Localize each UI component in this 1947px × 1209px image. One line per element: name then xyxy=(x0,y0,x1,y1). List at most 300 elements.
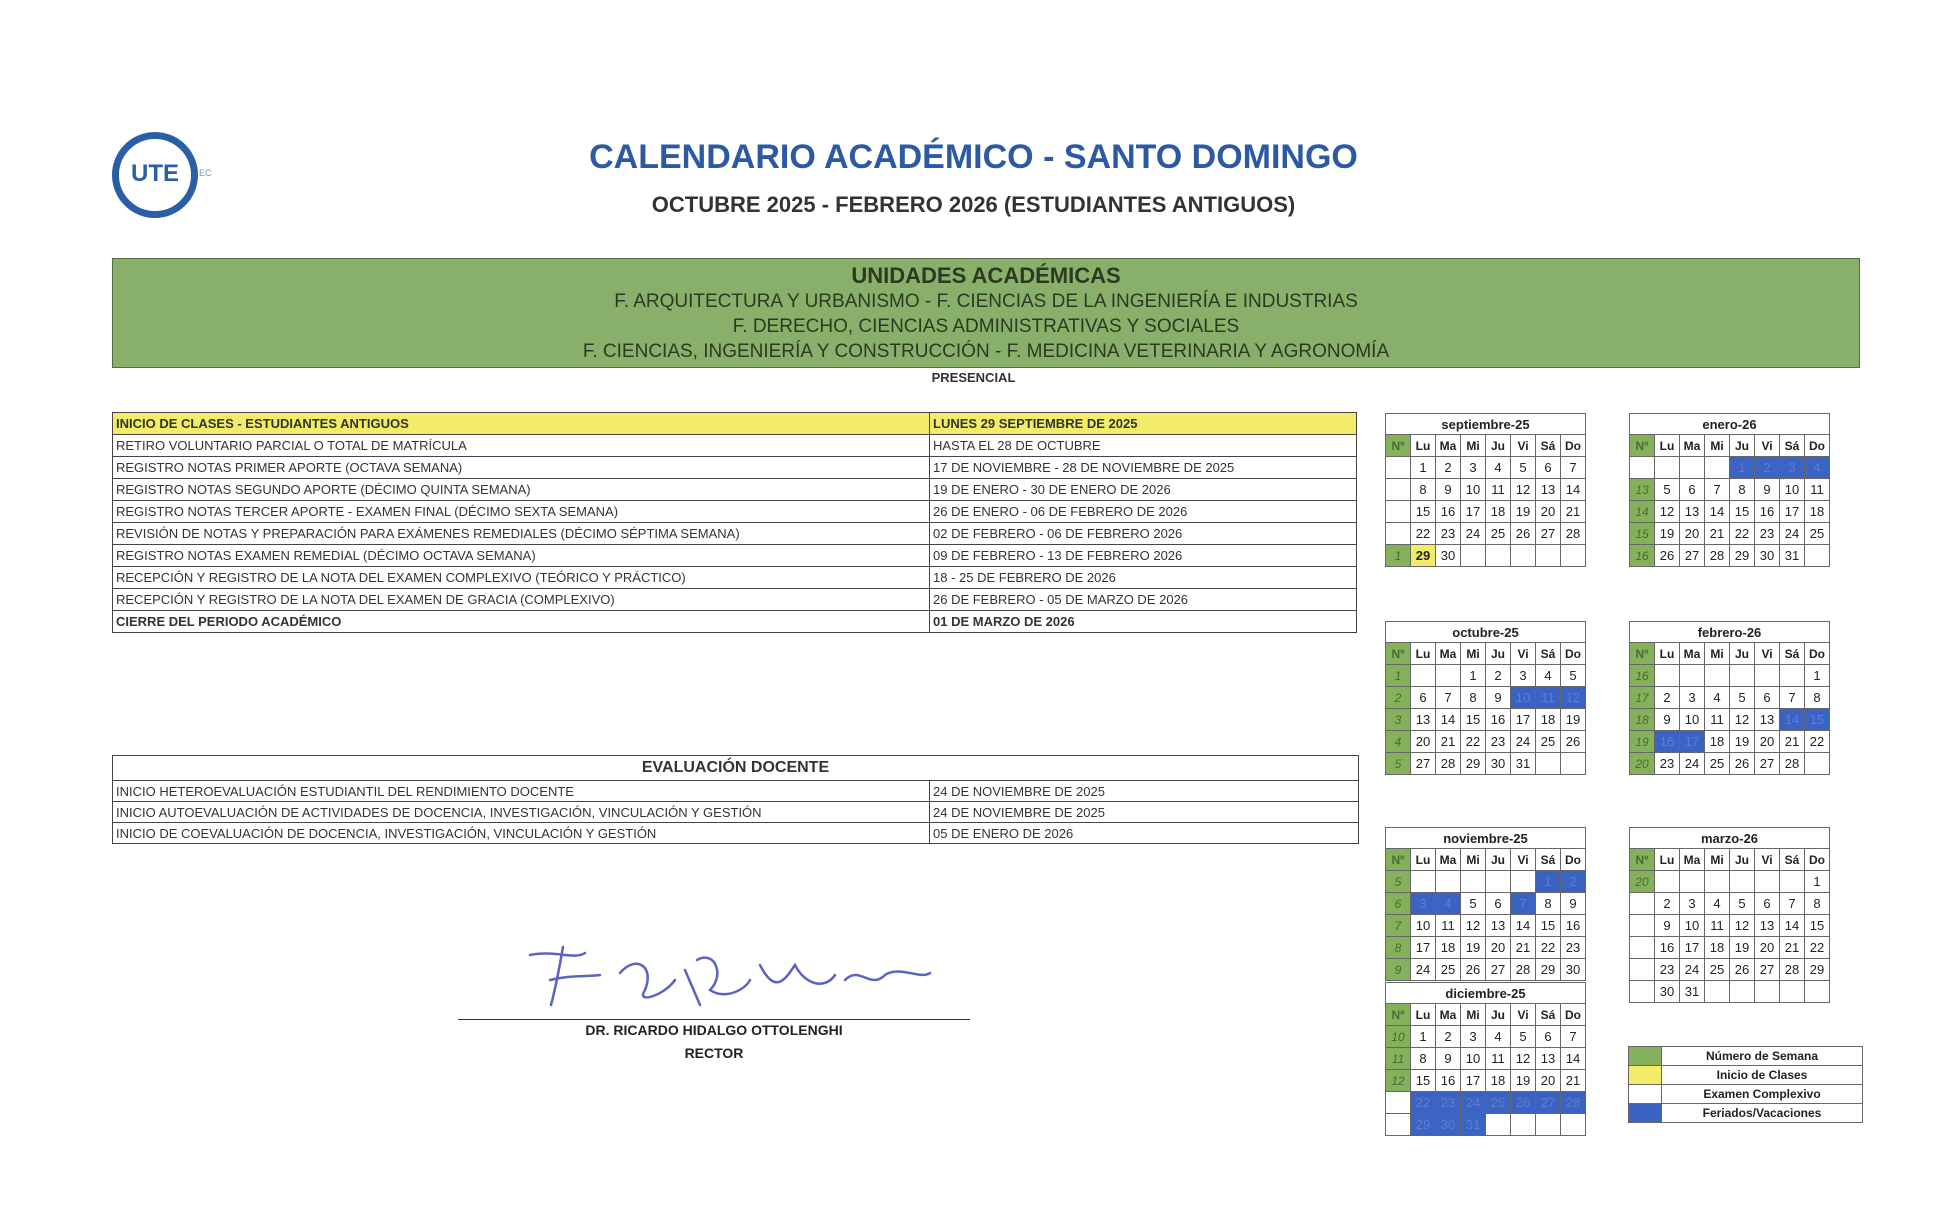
calendar-day: 31 xyxy=(1511,753,1536,775)
calendar-day xyxy=(1655,457,1680,479)
calendar-day: 6 xyxy=(1755,687,1780,709)
calendar-day: 26 xyxy=(1655,545,1680,567)
calendar-day: 15 xyxy=(1805,915,1830,937)
calendar-day: 11 xyxy=(1705,709,1730,731)
calendar-day: 2 xyxy=(1755,457,1780,479)
calendar-day: 11 xyxy=(1805,479,1830,501)
calendar-day: 21 xyxy=(1561,501,1586,523)
week-number: 9 xyxy=(1386,959,1411,981)
calendar-day: 11 xyxy=(1486,1048,1511,1070)
calendar-day: 24 xyxy=(1680,959,1705,981)
calendar-week-row xyxy=(1386,545,1586,567)
calendar-day: 9 xyxy=(1755,479,1780,501)
week-number: 20 xyxy=(1630,871,1655,893)
calendar-day: 13 xyxy=(1536,479,1561,501)
calendar-week-row xyxy=(1630,501,1830,523)
legend-item xyxy=(1629,1047,1863,1066)
calendar-day: 22 xyxy=(1411,523,1436,545)
weekday-header: Vi xyxy=(1511,1004,1536,1026)
calendar-day: 2 xyxy=(1655,687,1680,709)
banner-line: F. DERECHO, CIENCIAS ADMINISTRATIVAS Y SOCIALES xyxy=(732,316,1240,337)
calendar-day: 17 xyxy=(1461,1070,1486,1092)
weekday-header: Lu xyxy=(1411,435,1436,457)
logo-suffix: EC xyxy=(199,168,212,178)
calendar-marzo xyxy=(1629,827,1830,1003)
evaluation-date: 05 DE ENERO DE 2026 xyxy=(930,823,1359,844)
calendar-day: 19 xyxy=(1730,731,1755,753)
calendar-week-row xyxy=(1386,893,1586,915)
calendar-day: 16 xyxy=(1655,937,1680,959)
week-number xyxy=(1630,937,1655,959)
calendar-day: 6 xyxy=(1486,893,1511,915)
week-number xyxy=(1630,893,1655,915)
calendar-day xyxy=(1780,981,1805,1003)
weekday-header: Sá xyxy=(1536,643,1561,665)
calendar-day: 18 xyxy=(1486,1070,1511,1092)
calendar-day: 6 xyxy=(1536,1026,1561,1048)
activity-name: REGISTRO NOTAS SEGUNDO APORTE (DÉCIMO QUINTA SEMANA) xyxy=(113,479,930,501)
calendar-day: 26 xyxy=(1730,959,1755,981)
week-number: 15 xyxy=(1630,523,1655,545)
calendar-day xyxy=(1805,545,1830,567)
evaluation-activity: INICIO DE COEVALUACIÓN DE DOCENCIA, INVESTIGACIÓN, VINCULACIÓN Y GESTIÓN xyxy=(113,823,930,844)
evaluation-date: 24 DE NOVIEMBRE DE 2025 xyxy=(930,781,1359,802)
calendar-day: 25 xyxy=(1705,753,1730,775)
calendar-day: 21 xyxy=(1511,937,1536,959)
calendar-day: 4 xyxy=(1436,893,1461,915)
calendar-week-row xyxy=(1630,523,1830,545)
calendar-week-row xyxy=(1386,1026,1586,1048)
calendar-day: 25 xyxy=(1486,523,1511,545)
week-number: 2 xyxy=(1386,687,1411,709)
calendar-day: 8 xyxy=(1461,687,1486,709)
calendar-day: 5 xyxy=(1461,893,1486,915)
calendar-day: 18 xyxy=(1705,937,1730,959)
calendar-day: 17 xyxy=(1680,937,1705,959)
activity-name: REGISTRO NOTAS EXAMEN REMEDIAL (DÉCIMO OCTAVA SEMANA) xyxy=(113,545,930,567)
calendar-day xyxy=(1730,871,1755,893)
calendar-day xyxy=(1436,871,1461,893)
calendar-day: 2 xyxy=(1561,871,1586,893)
calendar-week-row xyxy=(1630,665,1830,687)
calendar-day: 22 xyxy=(1805,937,1830,959)
signatory-name: DR. RICARDO HIDALGO OTTOLENGHI xyxy=(585,1022,843,1038)
calendar-day: 15 xyxy=(1461,709,1486,731)
calendar-week-row xyxy=(1630,545,1830,567)
calendar-day: 10 xyxy=(1780,479,1805,501)
evaluation-heading: EVALUACIÓN DOCENTE xyxy=(113,756,1359,781)
weekday-header: Lu xyxy=(1655,643,1680,665)
calendar-week-row xyxy=(1386,1070,1586,1092)
legend-label: Feriados/Vacaciones xyxy=(1662,1104,1863,1123)
calendar-day: 20 xyxy=(1755,937,1780,959)
calendar-day xyxy=(1705,981,1730,1003)
calendar-day: 21 xyxy=(1705,523,1730,545)
calendar-day xyxy=(1655,665,1680,687)
calendar-day: 8 xyxy=(1411,1048,1436,1070)
modality-label: PRESENCIAL xyxy=(931,370,1016,385)
calendar-day: 22 xyxy=(1461,731,1486,753)
week-number xyxy=(1630,457,1655,479)
legend-label: Examen Complexivo xyxy=(1662,1085,1863,1104)
academic-units-banner xyxy=(112,258,1860,368)
weekday-header: Do xyxy=(1561,643,1586,665)
week-number: 16 xyxy=(1630,665,1655,687)
calendar-day: 30 xyxy=(1561,959,1586,981)
calendar-day: 27 xyxy=(1411,753,1436,775)
calendar-week-row xyxy=(1386,501,1586,523)
week-number: 11 xyxy=(1386,1048,1411,1070)
calendar-day: 5 xyxy=(1561,665,1586,687)
calendar-day: 5 xyxy=(1730,687,1755,709)
calendar-day: 10 xyxy=(1511,687,1536,709)
week-number: 14 xyxy=(1630,501,1655,523)
activity-name: REGISTRO NOTAS TERCER APORTE - EXAMEN FINAL (DÉCIMO SEXTA SEMANA) xyxy=(113,501,930,523)
calendar-day: 31 xyxy=(1680,981,1705,1003)
weekday-header: Ma xyxy=(1680,643,1705,665)
calendar-day xyxy=(1680,871,1705,893)
weekday-header: Ju xyxy=(1730,435,1755,457)
calendar-day: 21 xyxy=(1780,731,1805,753)
activity-row xyxy=(113,457,1357,479)
week-number: 8 xyxy=(1386,937,1411,959)
week-number: 12 xyxy=(1386,1070,1411,1092)
calendar-day: 12 xyxy=(1461,915,1486,937)
calendar-day: 13 xyxy=(1755,709,1780,731)
calendar-day: 8 xyxy=(1805,687,1830,709)
calendar-week-row xyxy=(1386,457,1586,479)
calendar-day: 21 xyxy=(1561,1070,1586,1092)
calendar-day: 28 xyxy=(1780,753,1805,775)
calendar-day: 24 xyxy=(1461,1092,1486,1114)
evaluation-row xyxy=(113,781,1359,802)
calendar-day: 10 xyxy=(1411,915,1436,937)
weekday-header: Ju xyxy=(1486,435,1511,457)
calendar-month-title: noviembre-25 xyxy=(1386,828,1586,849)
calendar-day xyxy=(1730,665,1755,687)
calendar-day: 26 xyxy=(1730,753,1755,775)
weekday-header: Nº xyxy=(1630,849,1655,871)
calendar-day: 18 xyxy=(1536,709,1561,731)
calendar-week-row xyxy=(1386,687,1586,709)
calendar-day: 22 xyxy=(1411,1092,1436,1114)
weekday-header: Do xyxy=(1561,435,1586,457)
weekday-header: Sá xyxy=(1780,643,1805,665)
week-number xyxy=(1386,523,1411,545)
calendar-day xyxy=(1486,1114,1511,1136)
calendar-day: 16 xyxy=(1655,731,1680,753)
calendar-day: 21 xyxy=(1780,937,1805,959)
calendar-day: 23 xyxy=(1655,959,1680,981)
calendar-day xyxy=(1805,753,1830,775)
calendar-day: 23 xyxy=(1655,753,1680,775)
calendar-day: 19 xyxy=(1655,523,1680,545)
weekday-header: Ma xyxy=(1680,849,1705,871)
weekday-header: Lu xyxy=(1411,643,1436,665)
calendar-day xyxy=(1411,871,1436,893)
calendar-day: 13 xyxy=(1536,1048,1561,1070)
calendar-septiembre xyxy=(1385,413,1586,567)
calendar-day: 6 xyxy=(1536,457,1561,479)
calendar-day: 25 xyxy=(1536,731,1561,753)
calendar-day: 7 xyxy=(1511,893,1536,915)
legend-label: Inicio de Clases xyxy=(1662,1066,1863,1085)
weekday-header: Ju xyxy=(1486,1004,1511,1026)
legend-swatch xyxy=(1629,1104,1662,1123)
weekday-header: Ma xyxy=(1436,1004,1461,1026)
calendar-day: 28 xyxy=(1705,545,1730,567)
calendar-day: 3 xyxy=(1461,457,1486,479)
calendar-day: 1 xyxy=(1411,1026,1436,1048)
week-number: 1 xyxy=(1386,545,1411,567)
calendar-day: 30 xyxy=(1755,545,1780,567)
weekday-header: Vi xyxy=(1511,643,1536,665)
calendar-day: 19 xyxy=(1561,709,1586,731)
calendar-day: 9 xyxy=(1655,915,1680,937)
activity-name: RECEPCIÓN Y REGISTRO DE LA NOTA DEL EXAMEN COMPLEXIVO (TEÓRICO Y PRÁCTICO) xyxy=(113,567,930,589)
calendar-diciembre xyxy=(1385,982,1586,1136)
calendar-day: 20 xyxy=(1755,731,1780,753)
week-number: 4 xyxy=(1386,731,1411,753)
calendar-day xyxy=(1561,1114,1586,1136)
calendar-day: 15 xyxy=(1805,709,1830,731)
teacher-evaluation-table xyxy=(112,755,1359,844)
weekday-header: Ma xyxy=(1436,435,1461,457)
calendar-week-row xyxy=(1630,871,1830,893)
calendar-day xyxy=(1730,981,1755,1003)
calendar-day xyxy=(1780,665,1805,687)
weekday-header: Nº xyxy=(1630,435,1655,457)
calendar-day: 13 xyxy=(1411,709,1436,731)
activity-row xyxy=(113,589,1357,611)
activity-name: REVISIÓN DE NOTAS Y PREPARACIÓN PARA EXÁMENES REMEDIALES (DÉCIMO SÉPTIMA SEMANA) xyxy=(113,523,930,545)
calendar-day: 7 xyxy=(1705,479,1730,501)
calendar-day xyxy=(1561,545,1586,567)
calendar-day: 7 xyxy=(1561,457,1586,479)
calendar-day: 9 xyxy=(1655,709,1680,731)
calendar-day: 29 xyxy=(1536,959,1561,981)
calendar-day: 23 xyxy=(1486,731,1511,753)
weekday-header: Nº xyxy=(1386,643,1411,665)
calendar-day: 16 xyxy=(1561,915,1586,937)
calendar-day: 30 xyxy=(1655,981,1680,1003)
calendar-day: 2 xyxy=(1486,665,1511,687)
week-number: 13 xyxy=(1630,479,1655,501)
week-number: 7 xyxy=(1386,915,1411,937)
week-number xyxy=(1386,1092,1411,1114)
calendar-day: 11 xyxy=(1705,915,1730,937)
calendar-day: 19 xyxy=(1461,937,1486,959)
calendar-day: 1 xyxy=(1461,665,1486,687)
calendar-day: 25 xyxy=(1436,959,1461,981)
calendar-day xyxy=(1461,545,1486,567)
calendar-day: 27 xyxy=(1680,545,1705,567)
activity-date: 26 DE ENERO - 06 DE FEBRERO DE 2026 xyxy=(930,501,1357,523)
calendar-day: 5 xyxy=(1730,893,1755,915)
calendar-day: 28 xyxy=(1561,523,1586,545)
calendar-week-row xyxy=(1386,731,1586,753)
calendar-day: 17 xyxy=(1511,709,1536,731)
calendar-week-row xyxy=(1386,665,1586,687)
calendar-day: 22 xyxy=(1730,523,1755,545)
calendar-day xyxy=(1511,1114,1536,1136)
weekday-header: Vi xyxy=(1755,435,1780,457)
calendar-week-row xyxy=(1630,915,1830,937)
calendar-week-row xyxy=(1386,1114,1586,1136)
calendar-day: 3 xyxy=(1411,893,1436,915)
calendar-day: 7 xyxy=(1780,687,1805,709)
calendar-day: 3 xyxy=(1780,457,1805,479)
calendar-day xyxy=(1705,665,1730,687)
weekday-header: Do xyxy=(1805,849,1830,871)
calendar-day: 28 xyxy=(1436,753,1461,775)
calendar-day xyxy=(1755,665,1780,687)
calendar-day: 8 xyxy=(1730,479,1755,501)
calendar-day: 3 xyxy=(1461,1026,1486,1048)
legend-swatch xyxy=(1629,1066,1662,1085)
calendar-day: 11 xyxy=(1436,915,1461,937)
calendar-day: 8 xyxy=(1536,893,1561,915)
weekday-header: Sá xyxy=(1780,849,1805,871)
calendar-day: 20 xyxy=(1680,523,1705,545)
calendar-day xyxy=(1511,545,1536,567)
calendar-day: 16 xyxy=(1436,501,1461,523)
calendar-day: 18 xyxy=(1486,501,1511,523)
activity-date: 09 DE FEBRERO - 13 DE FEBRERO 2026 xyxy=(930,545,1357,567)
calendar-day: 24 xyxy=(1461,523,1486,545)
calendar-day: 10 xyxy=(1461,1048,1486,1070)
calendar-day: 24 xyxy=(1780,523,1805,545)
weekday-header: Ju xyxy=(1486,643,1511,665)
activity-name: INICIO DE CLASES - ESTUDIANTES ANTIGUOS xyxy=(113,413,930,435)
calendar-day: 27 xyxy=(1536,523,1561,545)
weekday-header: Nº xyxy=(1386,435,1411,457)
calendar-day: 4 xyxy=(1805,457,1830,479)
calendar-day: 16 xyxy=(1755,501,1780,523)
calendar-day: 23 xyxy=(1755,523,1780,545)
legend-swatch xyxy=(1629,1047,1662,1066)
week-number: 17 xyxy=(1630,687,1655,709)
calendar-day xyxy=(1680,665,1705,687)
calendar-day: 14 xyxy=(1705,501,1730,523)
calendar-day: 5 xyxy=(1511,457,1536,479)
calendar-day: 12 xyxy=(1561,687,1586,709)
calendar-day: 19 xyxy=(1511,1070,1536,1092)
activities-table xyxy=(112,412,1357,633)
calendar-day: 14 xyxy=(1780,915,1805,937)
calendar-day: 30 xyxy=(1486,753,1511,775)
calendar-day: 11 xyxy=(1536,687,1561,709)
weekday-header: Do xyxy=(1561,849,1586,871)
calendar-week-row xyxy=(1630,937,1830,959)
calendar-day: 27 xyxy=(1755,753,1780,775)
calendar-day xyxy=(1705,457,1730,479)
calendar-day: 22 xyxy=(1805,731,1830,753)
calendar-day: 5 xyxy=(1655,479,1680,501)
calendar-day: 26 xyxy=(1511,523,1536,545)
calendar-day: 13 xyxy=(1680,501,1705,523)
calendar-day: 7 xyxy=(1780,893,1805,915)
calendar-month-title: octubre-25 xyxy=(1386,622,1586,643)
calendar-day: 30 xyxy=(1436,1114,1461,1136)
week-number: 5 xyxy=(1386,753,1411,775)
weekday-header: Mi xyxy=(1461,849,1486,871)
calendar-day: 29 xyxy=(1411,1114,1436,1136)
weekday-header: Ju xyxy=(1730,643,1755,665)
calendar-day: 29 xyxy=(1411,545,1436,567)
week-number: 19 xyxy=(1630,731,1655,753)
calendar-day: 14 xyxy=(1561,1048,1586,1070)
calendar-day xyxy=(1536,1114,1561,1136)
calendar-month-title: diciembre-25 xyxy=(1386,983,1586,1004)
activity-date: HASTA EL 28 DE OCTUBRE xyxy=(930,435,1357,457)
calendar-day xyxy=(1805,981,1830,1003)
calendar-day: 13 xyxy=(1486,915,1511,937)
calendar-week-row xyxy=(1630,731,1830,753)
calendar-day: 24 xyxy=(1511,731,1536,753)
weekday-header: Ma xyxy=(1436,849,1461,871)
calendar-day xyxy=(1436,665,1461,687)
calendar-enero xyxy=(1629,413,1830,567)
evaluation-date: 24 DE NOVIEMBRE DE 2025 xyxy=(930,802,1359,823)
weekday-header: Ju xyxy=(1486,849,1511,871)
calendar-day xyxy=(1486,871,1511,893)
calendar-day xyxy=(1411,665,1436,687)
calendar-week-row xyxy=(1386,871,1586,893)
calendar-day xyxy=(1511,871,1536,893)
calendar-day: 5 xyxy=(1511,1026,1536,1048)
calendar-week-row xyxy=(1386,753,1586,775)
calendar-week-row xyxy=(1630,981,1830,1003)
calendar-day xyxy=(1780,871,1805,893)
calendar-day: 29 xyxy=(1805,959,1830,981)
calendar-week-row xyxy=(1630,959,1830,981)
activity-row xyxy=(113,545,1357,567)
calendar-day: 15 xyxy=(1536,915,1561,937)
calendar-day: 1 xyxy=(1536,871,1561,893)
activity-row xyxy=(113,479,1357,501)
calendar-day: 6 xyxy=(1680,479,1705,501)
calendar-day: 1 xyxy=(1411,457,1436,479)
calendar-octubre xyxy=(1385,621,1586,775)
calendar-day: 18 xyxy=(1805,501,1830,523)
calendar-day: 19 xyxy=(1730,937,1755,959)
week-number xyxy=(1630,959,1655,981)
calendar-day: 28 xyxy=(1780,959,1805,981)
page-subtitle: OCTUBRE 2025 - FEBRERO 2026 (ESTUDIANTES ANTIGUOS) xyxy=(651,192,1296,217)
calendar-febrero xyxy=(1629,621,1830,775)
calendar-week-row xyxy=(1386,479,1586,501)
calendar-day: 4 xyxy=(1486,457,1511,479)
week-number xyxy=(1386,457,1411,479)
calendar-day: 7 xyxy=(1436,687,1461,709)
calendar-day: 14 xyxy=(1436,709,1461,731)
calendar-day: 17 xyxy=(1461,501,1486,523)
calendar-day: 27 xyxy=(1536,1092,1561,1114)
calendar-day xyxy=(1755,981,1780,1003)
week-number: 18 xyxy=(1630,709,1655,731)
weekday-header: Nº xyxy=(1630,643,1655,665)
week-number xyxy=(1386,479,1411,501)
weekday-header: Mi xyxy=(1461,1004,1486,1026)
calendar-day: 23 xyxy=(1436,523,1461,545)
calendar-day: 12 xyxy=(1511,1048,1536,1070)
activity-date: 01 DE MARZO DE 2026 xyxy=(930,611,1357,633)
week-number: 16 xyxy=(1630,545,1655,567)
signature-line xyxy=(458,1019,970,1020)
calendar-day: 28 xyxy=(1561,1092,1586,1114)
calendar-day: 4 xyxy=(1705,687,1730,709)
